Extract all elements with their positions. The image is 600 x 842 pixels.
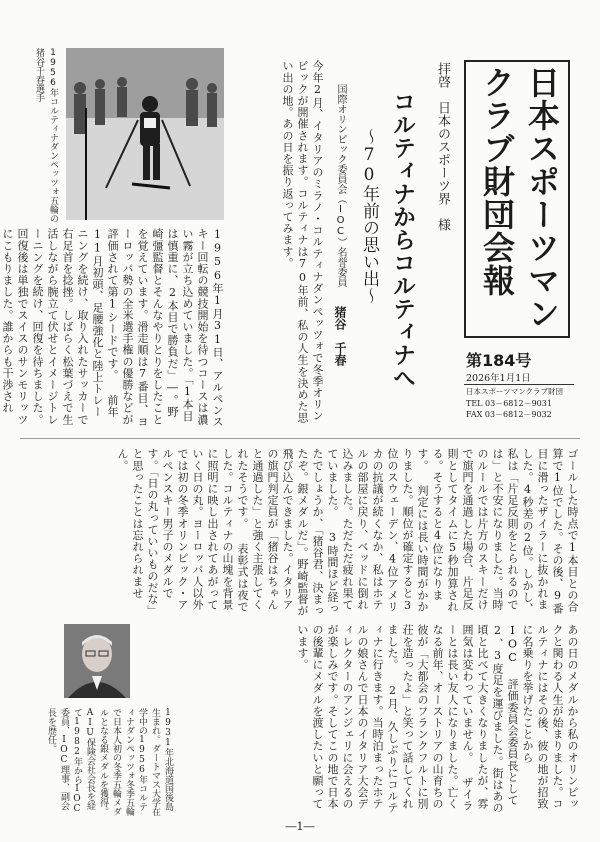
author-title: 国際オリンピック委員会（IOC）名誉委員 (335, 84, 346, 287)
page-number: ―1― (285, 820, 315, 833)
subheadline: ～70年前の思い出～ (359, 128, 379, 304)
author-portrait (64, 624, 130, 698)
body-lower-p6: ザイラーとは長い友人になりました。亡くなる前年、オーストリアの山育ちの彼が「大都会のフランクフルトに別荘を造ったよ」と笑って話してくれました。 (386, 624, 474, 812)
body-lower-p2: 判定には長い時間がかかりました。順位が確定すると3位のスウェーデン、4位アメリカの抗議が続くなか、私はホテルの部屋に戻り、ベッドに倒れ込みました。ただただ疲れ果てていました。 (326, 448, 429, 613)
body-lower-p3: 3時間ほど経ったでしょうか、「猪谷君、決まったぞ。銀メダルだ」。野崎監督が飛び込んできました。イタリアの旗門判定員が「猪谷はちゃんと通過した」と強く主張してくれたそうです。 (236, 448, 339, 617)
section-divider (20, 438, 580, 439)
body-upper-p3: 前年11月初頭、足腰強化と陸上トレーニングを続け、取り入れたサッカーで右足首を捻挫。しばらく松葉づえで生活しながら腕立て伏せとイメージトレーニングを続け、回復を待ちました。回復後は単独でスイスのサンモリッツにこもりました。誰からも干渉され (1, 228, 119, 426)
body-lower-p1: ゴールした時点で1本目との合算で1位でした。その後、9番目に滑ったザイラーに抜かれました。4秒差の2位。しかし、私は「片足反則をとられるのでは」と不安になりました。当時のルールでは片方のスキーだけで旗門を通過した場合、片足反則としてタイムに5秒加算される。そうすると4位になります。 (416, 448, 579, 615)
body-upper (225, 60, 325, 428)
author-bio: 1931年北海道国後島生まれ。ダートマス大学在学中の1956年コルティナダンペッツォ冬季五輪で日本人初の冬季五輪メダルとなる銀メダルを獲得。AIU保険会社会長を経て1982年からIOC委員、IOC理事、副会長を歴任。 (46, 708, 173, 816)
body-upper-cont (1, 228, 225, 428)
body-lower-cont (178, 624, 580, 814)
fax: FAX 03－6812－9032 (466, 410, 552, 419)
skier-photo (66, 48, 224, 220)
body-lower-p4: 表彰式は夜でした。コルティナの山塊を背景に照明に映し出されてあがっていく日の丸。ヨーロッパ人以外では初の冬季オリンピック・アルペンスキー男子のメダルです。「日の丸っていいものだな」と思ったことは忘れられません。 (116, 448, 249, 617)
headline: コルティナからコルティナへ (389, 90, 415, 389)
body-upper-p2: 1956年1月31日、アルペンスキー回転の競技開始を待つコースは濃い霧が立ち込めていました。「1本目は慎重に、2本目で勝負だ」―。野崎彊監督とそんなやりとりをしたことを覚えています。滑走順は7番目、ヨーロッパ勢の全米選手権の優勝などが評価されて第1シードです。 (106, 228, 224, 428)
body-upper-p1: 今年2月、イタリアのミラノ・コルティナダンペッツォで冬季オリンピックが開催されます。コルティナは70年前、私の人生を決めた思い出の地。あの日を振り返ってみます。 (281, 60, 324, 424)
body-lower-p7: 2月、久しぶりにコルティナに行きます。当時泊まったホテルの娘さんで日本のイタリア大会ディレクターのアンジェリに会えるのが楽しみです。そしてこの地で日本の後輩にメダルを渡したいと願っています。 (296, 624, 399, 814)
salutation: 拝啓 日本のスポーツ界 様 (435, 62, 450, 231)
issue-date: 2026年1月1日 (466, 373, 531, 384)
tel: TEL 03－6812－9031 (466, 399, 552, 408)
body-lower-p5: あの日のメダルから私のオリンピックと関わる人生が始まりました。コルティナにはその後、彼の地が招致に名乗りを挙げたことから IOC 評価委員会委員長として2、3度足を運びました。街はあの頃と比べて大きくなりましたが、雰囲気は変わっていません。 (461, 624, 579, 814)
body-lower (20, 448, 580, 618)
masthead-title: 日本スポーツマンクラブ財団会報 (478, 66, 561, 330)
issue-number: 第184号 (466, 351, 532, 370)
publisher: 日本スポーツマンクラブ財団 (466, 387, 564, 396)
author-name: 猪谷 千春 (333, 306, 347, 366)
issue-rule (464, 384, 574, 385)
photo-caption: 1956年コルティナダンペッツォ五輪の猪谷千春選手 (34, 48, 58, 223)
